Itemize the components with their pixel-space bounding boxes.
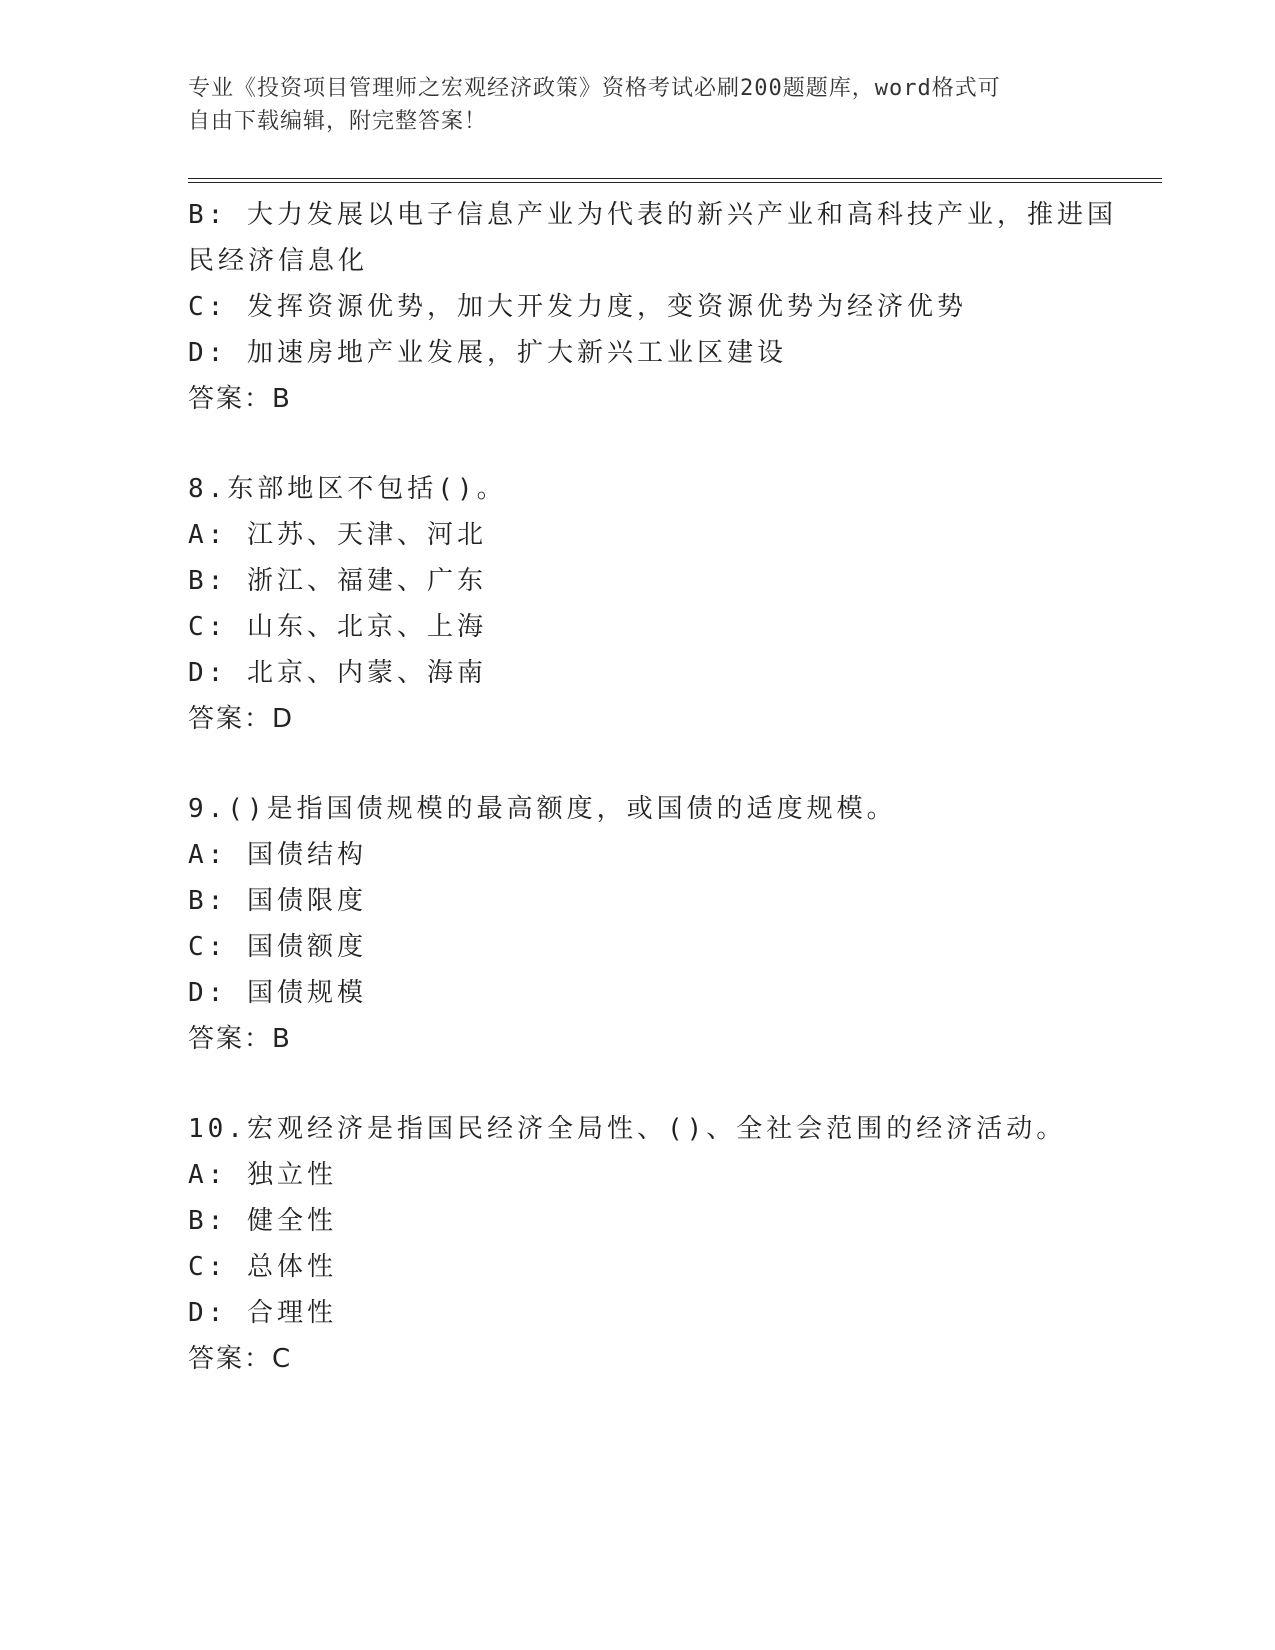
- question-7-continued: [188, 192, 1117, 422]
- question-10: [188, 1106, 1088, 1382]
- option-b: B: 浙江、福建、广东: [188, 566, 487, 596]
- question-stem: 8.东部地区不包括()。: [188, 474, 507, 504]
- option-a: A: 国债结构: [188, 840, 367, 870]
- header-line-1: 专业《投资项目管理师之宏观经济政策》资格考试必刷200题题库，word格式可: [188, 76, 1001, 101]
- option-a: A: 独立性: [188, 1160, 337, 1190]
- option-b-line-1: B: 大力发展以电子信息产业为代表的新兴产业和高科技产业，推进国: [188, 200, 1117, 230]
- question-8: [188, 466, 1088, 742]
- question-stem: 10.宏观经济是指国民经济全局性、()、全社会范围的经济活动。: [188, 1114, 1067, 1144]
- answer-line: 答案：B: [188, 1024, 292, 1054]
- option-c: C: 国债额度: [188, 932, 367, 962]
- document-header: [188, 72, 1088, 138]
- option-b: B: 健全性: [188, 1206, 337, 1236]
- question-9: [188, 786, 1088, 1062]
- header-line-2: 自由下载编辑，附完整答案！: [188, 109, 488, 134]
- answer-line: 答案：D: [188, 704, 295, 734]
- option-b: B: 国债限度: [188, 886, 367, 916]
- option-c: C: 山东、北京、上海: [188, 612, 487, 642]
- spacer: [188, 1062, 1088, 1106]
- option-b-line-2: 民经济信息化: [188, 246, 369, 276]
- question-stem: 9.()是指国债规模的最高额度，或国债的适度规模。: [188, 794, 897, 824]
- option-d: D: 合理性: [188, 1298, 337, 1328]
- answer-line: 答案：C: [188, 1344, 293, 1374]
- option-d: D: 国债规模: [188, 978, 367, 1008]
- question-list: [188, 192, 1117, 1382]
- spacer: [188, 742, 1088, 786]
- option-a: A: 江苏、天津、河北: [188, 520, 487, 550]
- option-d: D: 加速房地产业发展，扩大新兴工业区建设: [188, 338, 787, 368]
- answer-line: 答案：B: [188, 384, 292, 414]
- spacer: [188, 422, 1088, 466]
- option-d: D: 北京、内蒙、海南: [188, 658, 487, 688]
- option-c: C: 总体性: [188, 1252, 337, 1282]
- header-divider: [188, 178, 1162, 183]
- option-c: C: 发挥资源优势，加大开发力度，变资源优势为经济优势: [188, 292, 967, 322]
